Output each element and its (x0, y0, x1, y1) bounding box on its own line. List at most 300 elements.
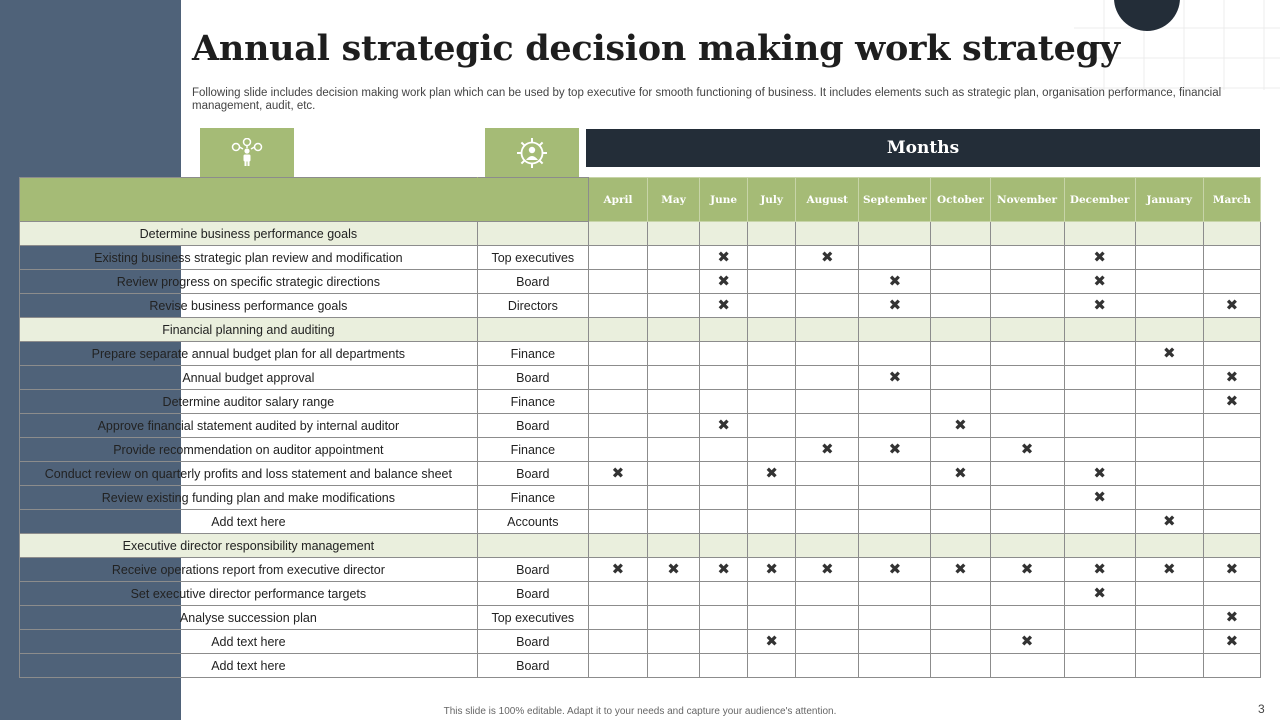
cross-mark-icon: ✖ (1093, 249, 1106, 266)
table-row (20, 558, 1261, 582)
month-cell-october (931, 390, 990, 414)
month-cell-may (648, 222, 700, 246)
month-cell-december (1064, 222, 1135, 246)
cross-mark-icon: ✖ (888, 273, 902, 290)
month-cell-april (588, 630, 647, 654)
month-cell-october (931, 486, 990, 510)
month-header-march: March (1203, 178, 1260, 222)
month-cell-may (648, 438, 700, 462)
month-cell-november (990, 510, 1064, 534)
month-cell-march (1203, 222, 1260, 246)
month-cell-march (1203, 438, 1260, 462)
month-cell-january (1135, 414, 1203, 438)
month-header-may: May (648, 178, 700, 222)
month-header-november: November (990, 178, 1064, 222)
month-cell-april (588, 462, 647, 486)
owner-cell: Top executives (477, 246, 588, 270)
owner-column-header (477, 178, 588, 222)
month-cell-january (1135, 294, 1203, 318)
table-row (20, 606, 1261, 630)
month-header-december: December (1064, 178, 1135, 222)
cross-mark-icon: ✖ (765, 465, 778, 482)
table-row (20, 414, 1261, 438)
month-cell-december (1064, 246, 1135, 270)
month-cell-march (1203, 414, 1260, 438)
month-cell-may (648, 606, 700, 630)
month-cell-september (859, 558, 931, 582)
month-cell-december (1064, 438, 1135, 462)
month-cell-may (648, 414, 700, 438)
month-cell-october (931, 438, 990, 462)
task-column-header (20, 178, 478, 222)
person-gear-icon (515, 136, 549, 170)
owner-cell: Board (477, 630, 588, 654)
cross-mark-icon: ✖ (717, 249, 730, 266)
cross-mark-icon: ✖ (1225, 393, 1239, 410)
month-cell-january (1135, 246, 1203, 270)
work-strategy-table (19, 177, 1261, 678)
month-cell-august (796, 630, 859, 654)
owner-cell: Board (477, 558, 588, 582)
month-cell-march (1203, 318, 1260, 342)
month-cell-december (1064, 366, 1135, 390)
month-cell-january (1135, 558, 1203, 582)
month-cell-november (990, 462, 1064, 486)
month-cell-november (990, 222, 1064, 246)
month-cell-december (1064, 414, 1135, 438)
cross-mark-icon: ✖ (820, 561, 834, 578)
table-row (20, 438, 1261, 462)
cross-mark-icon: ✖ (1093, 561, 1106, 578)
cross-mark-icon: ✖ (667, 561, 680, 578)
month-cell-september (859, 630, 931, 654)
cross-mark-icon: ✖ (954, 561, 967, 578)
cross-mark-icon: ✖ (1162, 513, 1176, 530)
month-cell-july (748, 294, 796, 318)
table-body (20, 222, 1261, 678)
month-cell-april (588, 558, 647, 582)
month-cell-march (1203, 390, 1260, 414)
month-cell-june (700, 582, 748, 606)
page-number: 3 (1258, 702, 1265, 716)
month-cell-october (931, 222, 990, 246)
month-cell-october (931, 318, 990, 342)
month-cell-september (859, 462, 931, 486)
month-cell-june (700, 462, 748, 486)
month-cell-december (1064, 462, 1135, 486)
month-cell-july (748, 270, 796, 294)
month-cell-april (588, 342, 647, 366)
month-cell-may (648, 318, 700, 342)
section-row (20, 534, 1261, 558)
owner-cell (477, 318, 588, 342)
month-cell-june (700, 390, 748, 414)
month-cell-october (931, 510, 990, 534)
month-cell-november (990, 270, 1064, 294)
task-cell: Prepare separate annual budget plan for all departments (20, 342, 478, 366)
month-cell-october (931, 582, 990, 606)
table-row (20, 654, 1261, 678)
slide-subtitle: Following slide includes decision making work plan which can be used by top executive for smooth functioning of business. It includes elements such as strategic plan, organisation performance, financial management, audit, etc. (192, 87, 1222, 112)
month-cell-november (990, 438, 1064, 462)
month-cell-june (700, 534, 748, 558)
owner-cell: Directors (477, 294, 588, 318)
month-cell-may (648, 366, 700, 390)
month-cell-may (648, 294, 700, 318)
month-cell-august (796, 558, 859, 582)
table-row (20, 294, 1261, 318)
month-cell-august (796, 414, 859, 438)
month-cell-october (931, 654, 990, 678)
task-cell: Provide recommendation on auditor appointment (20, 438, 478, 462)
table-row (20, 510, 1261, 534)
month-cell-august (796, 246, 859, 270)
month-cell-march (1203, 534, 1260, 558)
month-cell-july (748, 582, 796, 606)
month-cell-april (588, 390, 647, 414)
month-cell-september (859, 270, 931, 294)
owner-cell: Board (477, 654, 588, 678)
cross-mark-icon: ✖ (1020, 633, 1034, 650)
month-cell-july (748, 342, 796, 366)
month-cell-december (1064, 390, 1135, 414)
month-cell-june (700, 222, 748, 246)
month-header-june: June (700, 178, 748, 222)
month-cell-december (1064, 630, 1135, 654)
month-cell-november (990, 414, 1064, 438)
cross-mark-icon: ✖ (1093, 489, 1106, 506)
month-cell-march (1203, 630, 1260, 654)
month-cell-april (588, 246, 647, 270)
month-cell-november (990, 630, 1064, 654)
section-row (20, 318, 1261, 342)
month-cell-may (648, 462, 700, 486)
month-cell-october (931, 534, 990, 558)
month-cell-october (931, 414, 990, 438)
cross-mark-icon: ✖ (1225, 561, 1239, 578)
month-cell-november (990, 654, 1064, 678)
task-cell: Revise business performance goals (20, 294, 478, 318)
month-cell-september (859, 390, 931, 414)
month-cell-may (648, 486, 700, 510)
month-header-august: August (796, 178, 859, 222)
cross-mark-icon: ✖ (1020, 561, 1034, 578)
month-cell-july (748, 654, 796, 678)
month-cell-july (748, 630, 796, 654)
month-cell-june (700, 366, 748, 390)
task-cell: Conduct review on quarterly profits and loss statement and balance sheet (20, 462, 478, 486)
month-cell-december (1064, 654, 1135, 678)
cross-mark-icon: ✖ (611, 561, 625, 578)
month-cell-december (1064, 582, 1135, 606)
task-cell: Add text here (20, 510, 478, 534)
month-cell-december (1064, 534, 1135, 558)
icon-tab-person (485, 128, 579, 178)
month-cell-april (588, 222, 647, 246)
month-cell-july (748, 510, 796, 534)
month-cell-september (859, 414, 931, 438)
month-cell-july (748, 318, 796, 342)
table-row (20, 582, 1261, 606)
month-cell-november (990, 390, 1064, 414)
month-cell-december (1064, 318, 1135, 342)
task-cell: Receive operations report from executive director (20, 558, 478, 582)
month-cell-september (859, 318, 931, 342)
owner-cell (477, 534, 588, 558)
org-network-icon (230, 138, 264, 168)
month-cell-january (1135, 222, 1203, 246)
months-header: Months (586, 129, 1260, 167)
cross-mark-icon: ✖ (765, 561, 778, 578)
cross-mark-icon: ✖ (611, 465, 625, 482)
month-cell-august (796, 342, 859, 366)
month-cell-april (588, 438, 647, 462)
cross-mark-icon: ✖ (765, 633, 778, 650)
table-header-row (20, 178, 1261, 222)
month-cell-march (1203, 582, 1260, 606)
month-cell-july (748, 606, 796, 630)
month-cell-march (1203, 270, 1260, 294)
month-cell-october (931, 342, 990, 366)
month-cell-august (796, 318, 859, 342)
cross-mark-icon: ✖ (1162, 345, 1176, 362)
month-cell-april (588, 294, 647, 318)
month-cell-august (796, 462, 859, 486)
month-cell-october (931, 462, 990, 486)
task-cell: Existing business strategic plan review and modification (20, 246, 478, 270)
month-cell-march (1203, 606, 1260, 630)
month-cell-january (1135, 486, 1203, 510)
table-row (20, 390, 1261, 414)
cross-mark-icon: ✖ (1093, 273, 1106, 290)
cross-mark-icon: ✖ (820, 441, 834, 458)
month-cell-june (700, 414, 748, 438)
cross-mark-icon: ✖ (888, 441, 902, 458)
table-row (20, 270, 1261, 294)
cross-mark-icon: ✖ (1225, 297, 1239, 314)
table-row (20, 246, 1261, 270)
month-cell-september (859, 342, 931, 366)
task-cell: Annual budget approval (20, 366, 478, 390)
month-cell-january (1135, 462, 1203, 486)
month-cell-august (796, 222, 859, 246)
month-cell-may (648, 246, 700, 270)
table-row (20, 462, 1261, 486)
month-header-october: October (931, 178, 990, 222)
month-cell-january (1135, 630, 1203, 654)
month-cell-october (931, 606, 990, 630)
month-cell-june (700, 606, 748, 630)
month-cell-april (588, 582, 647, 606)
month-cell-september (859, 606, 931, 630)
month-cell-april (588, 510, 647, 534)
month-cell-september (859, 510, 931, 534)
task-cell: Analyse succession plan (20, 606, 478, 630)
month-cell-october (931, 630, 990, 654)
month-cell-january (1135, 654, 1203, 678)
month-cell-september (859, 438, 931, 462)
section-title-cell: Financial planning and auditing (20, 318, 478, 342)
month-cell-december (1064, 558, 1135, 582)
table-row (20, 486, 1261, 510)
month-cell-september (859, 246, 931, 270)
month-cell-november (990, 366, 1064, 390)
month-cell-march (1203, 342, 1260, 366)
month-cell-march (1203, 558, 1260, 582)
table-row (20, 366, 1261, 390)
month-cell-june (700, 558, 748, 582)
month-cell-december (1064, 342, 1135, 366)
month-cell-june (700, 246, 748, 270)
cross-mark-icon: ✖ (954, 417, 967, 434)
month-cell-january (1135, 342, 1203, 366)
month-cell-january (1135, 270, 1203, 294)
month-cell-april (588, 654, 647, 678)
month-cell-august (796, 582, 859, 606)
owner-cell: Accounts (477, 510, 588, 534)
cross-mark-icon: ✖ (1093, 297, 1106, 314)
month-cell-november (990, 558, 1064, 582)
section-row (20, 222, 1261, 246)
owner-cell: Finance (477, 438, 588, 462)
month-cell-october (931, 270, 990, 294)
month-cell-november (990, 294, 1064, 318)
owner-cell: Finance (477, 486, 588, 510)
owner-cell: Finance (477, 390, 588, 414)
month-cell-december (1064, 294, 1135, 318)
month-cell-july (748, 438, 796, 462)
month-cell-june (700, 342, 748, 366)
section-title-cell: Determine business performance goals (20, 222, 478, 246)
task-cell: Review existing funding plan and make modifications (20, 486, 478, 510)
month-cell-june (700, 294, 748, 318)
task-cell: Add text here (20, 630, 478, 654)
month-cell-august (796, 294, 859, 318)
slide-title: Annual strategic decision making work strategy (192, 28, 1120, 69)
owner-cell: Board (477, 366, 588, 390)
month-cell-may (648, 342, 700, 366)
month-cell-january (1135, 582, 1203, 606)
month-cell-january (1135, 438, 1203, 462)
owner-cell: Board (477, 414, 588, 438)
month-cell-march (1203, 366, 1260, 390)
cross-mark-icon: ✖ (717, 561, 730, 578)
cross-mark-icon: ✖ (1225, 609, 1239, 626)
month-cell-january (1135, 390, 1203, 414)
owner-cell: Board (477, 582, 588, 606)
task-cell: Determine auditor salary range (20, 390, 478, 414)
month-cell-december (1064, 510, 1135, 534)
task-cell: Approve financial statement audited by internal auditor (20, 414, 478, 438)
month-cell-july (748, 390, 796, 414)
month-cell-january (1135, 366, 1203, 390)
month-cell-july (748, 366, 796, 390)
month-cell-may (648, 630, 700, 654)
month-cell-july (748, 414, 796, 438)
table-row (20, 342, 1261, 366)
month-cell-october (931, 366, 990, 390)
month-cell-march (1203, 294, 1260, 318)
month-cell-june (700, 630, 748, 654)
task-cell: Set executive director performance targets (20, 582, 478, 606)
month-cell-august (796, 606, 859, 630)
task-cell: Review progress on specific strategic directions (20, 270, 478, 294)
month-cell-june (700, 510, 748, 534)
month-cell-september (859, 366, 931, 390)
month-cell-march (1203, 654, 1260, 678)
month-cell-august (796, 534, 859, 558)
month-cell-september (859, 486, 931, 510)
month-cell-january (1135, 534, 1203, 558)
cross-mark-icon: ✖ (888, 297, 902, 314)
month-cell-august (796, 366, 859, 390)
month-cell-march (1203, 246, 1260, 270)
month-cell-november (990, 606, 1064, 630)
cross-mark-icon: ✖ (820, 249, 834, 266)
month-cell-april (588, 486, 647, 510)
month-cell-november (990, 342, 1064, 366)
cross-mark-icon: ✖ (1225, 369, 1239, 386)
month-cell-november (990, 246, 1064, 270)
month-cell-may (648, 534, 700, 558)
month-cell-may (648, 582, 700, 606)
owner-cell: Top executives (477, 606, 588, 630)
cross-mark-icon: ✖ (888, 561, 902, 578)
month-header-january: January (1135, 178, 1203, 222)
slide-footer: This slide is 100% editable. Adapt it to your needs and capture your audience's attention. (443, 706, 837, 717)
month-cell-july (748, 534, 796, 558)
month-cell-december (1064, 486, 1135, 510)
month-cell-september (859, 222, 931, 246)
month-cell-january (1135, 606, 1203, 630)
month-cell-april (588, 414, 647, 438)
month-cell-october (931, 246, 990, 270)
month-cell-may (648, 654, 700, 678)
cross-mark-icon: ✖ (1225, 633, 1239, 650)
month-cell-december (1064, 606, 1135, 630)
month-cell-june (700, 318, 748, 342)
cross-mark-icon: ✖ (717, 273, 730, 290)
cross-mark-icon: ✖ (888, 369, 902, 386)
cross-mark-icon: ✖ (1093, 585, 1106, 602)
month-cell-may (648, 270, 700, 294)
owner-cell: Finance (477, 342, 588, 366)
cross-mark-icon: ✖ (1093, 465, 1106, 482)
month-cell-october (931, 294, 990, 318)
month-header-april: April (588, 178, 647, 222)
task-cell: Add text here (20, 654, 478, 678)
month-cell-august (796, 510, 859, 534)
month-cell-august (796, 654, 859, 678)
month-cell-march (1203, 486, 1260, 510)
cross-mark-icon: ✖ (1162, 561, 1176, 578)
month-cell-april (588, 270, 647, 294)
owner-cell (477, 222, 588, 246)
section-title-cell: Executive director responsibility management (20, 534, 478, 558)
month-cell-december (1064, 270, 1135, 294)
month-cell-november (990, 534, 1064, 558)
cross-mark-icon: ✖ (717, 297, 730, 314)
month-cell-september (859, 582, 931, 606)
month-cell-october (931, 558, 990, 582)
month-header-september: September (859, 178, 931, 222)
owner-cell: Board (477, 270, 588, 294)
month-cell-april (588, 606, 647, 630)
icon-tab-org (200, 128, 294, 178)
month-cell-september (859, 654, 931, 678)
month-cell-january (1135, 318, 1203, 342)
month-cell-july (748, 486, 796, 510)
